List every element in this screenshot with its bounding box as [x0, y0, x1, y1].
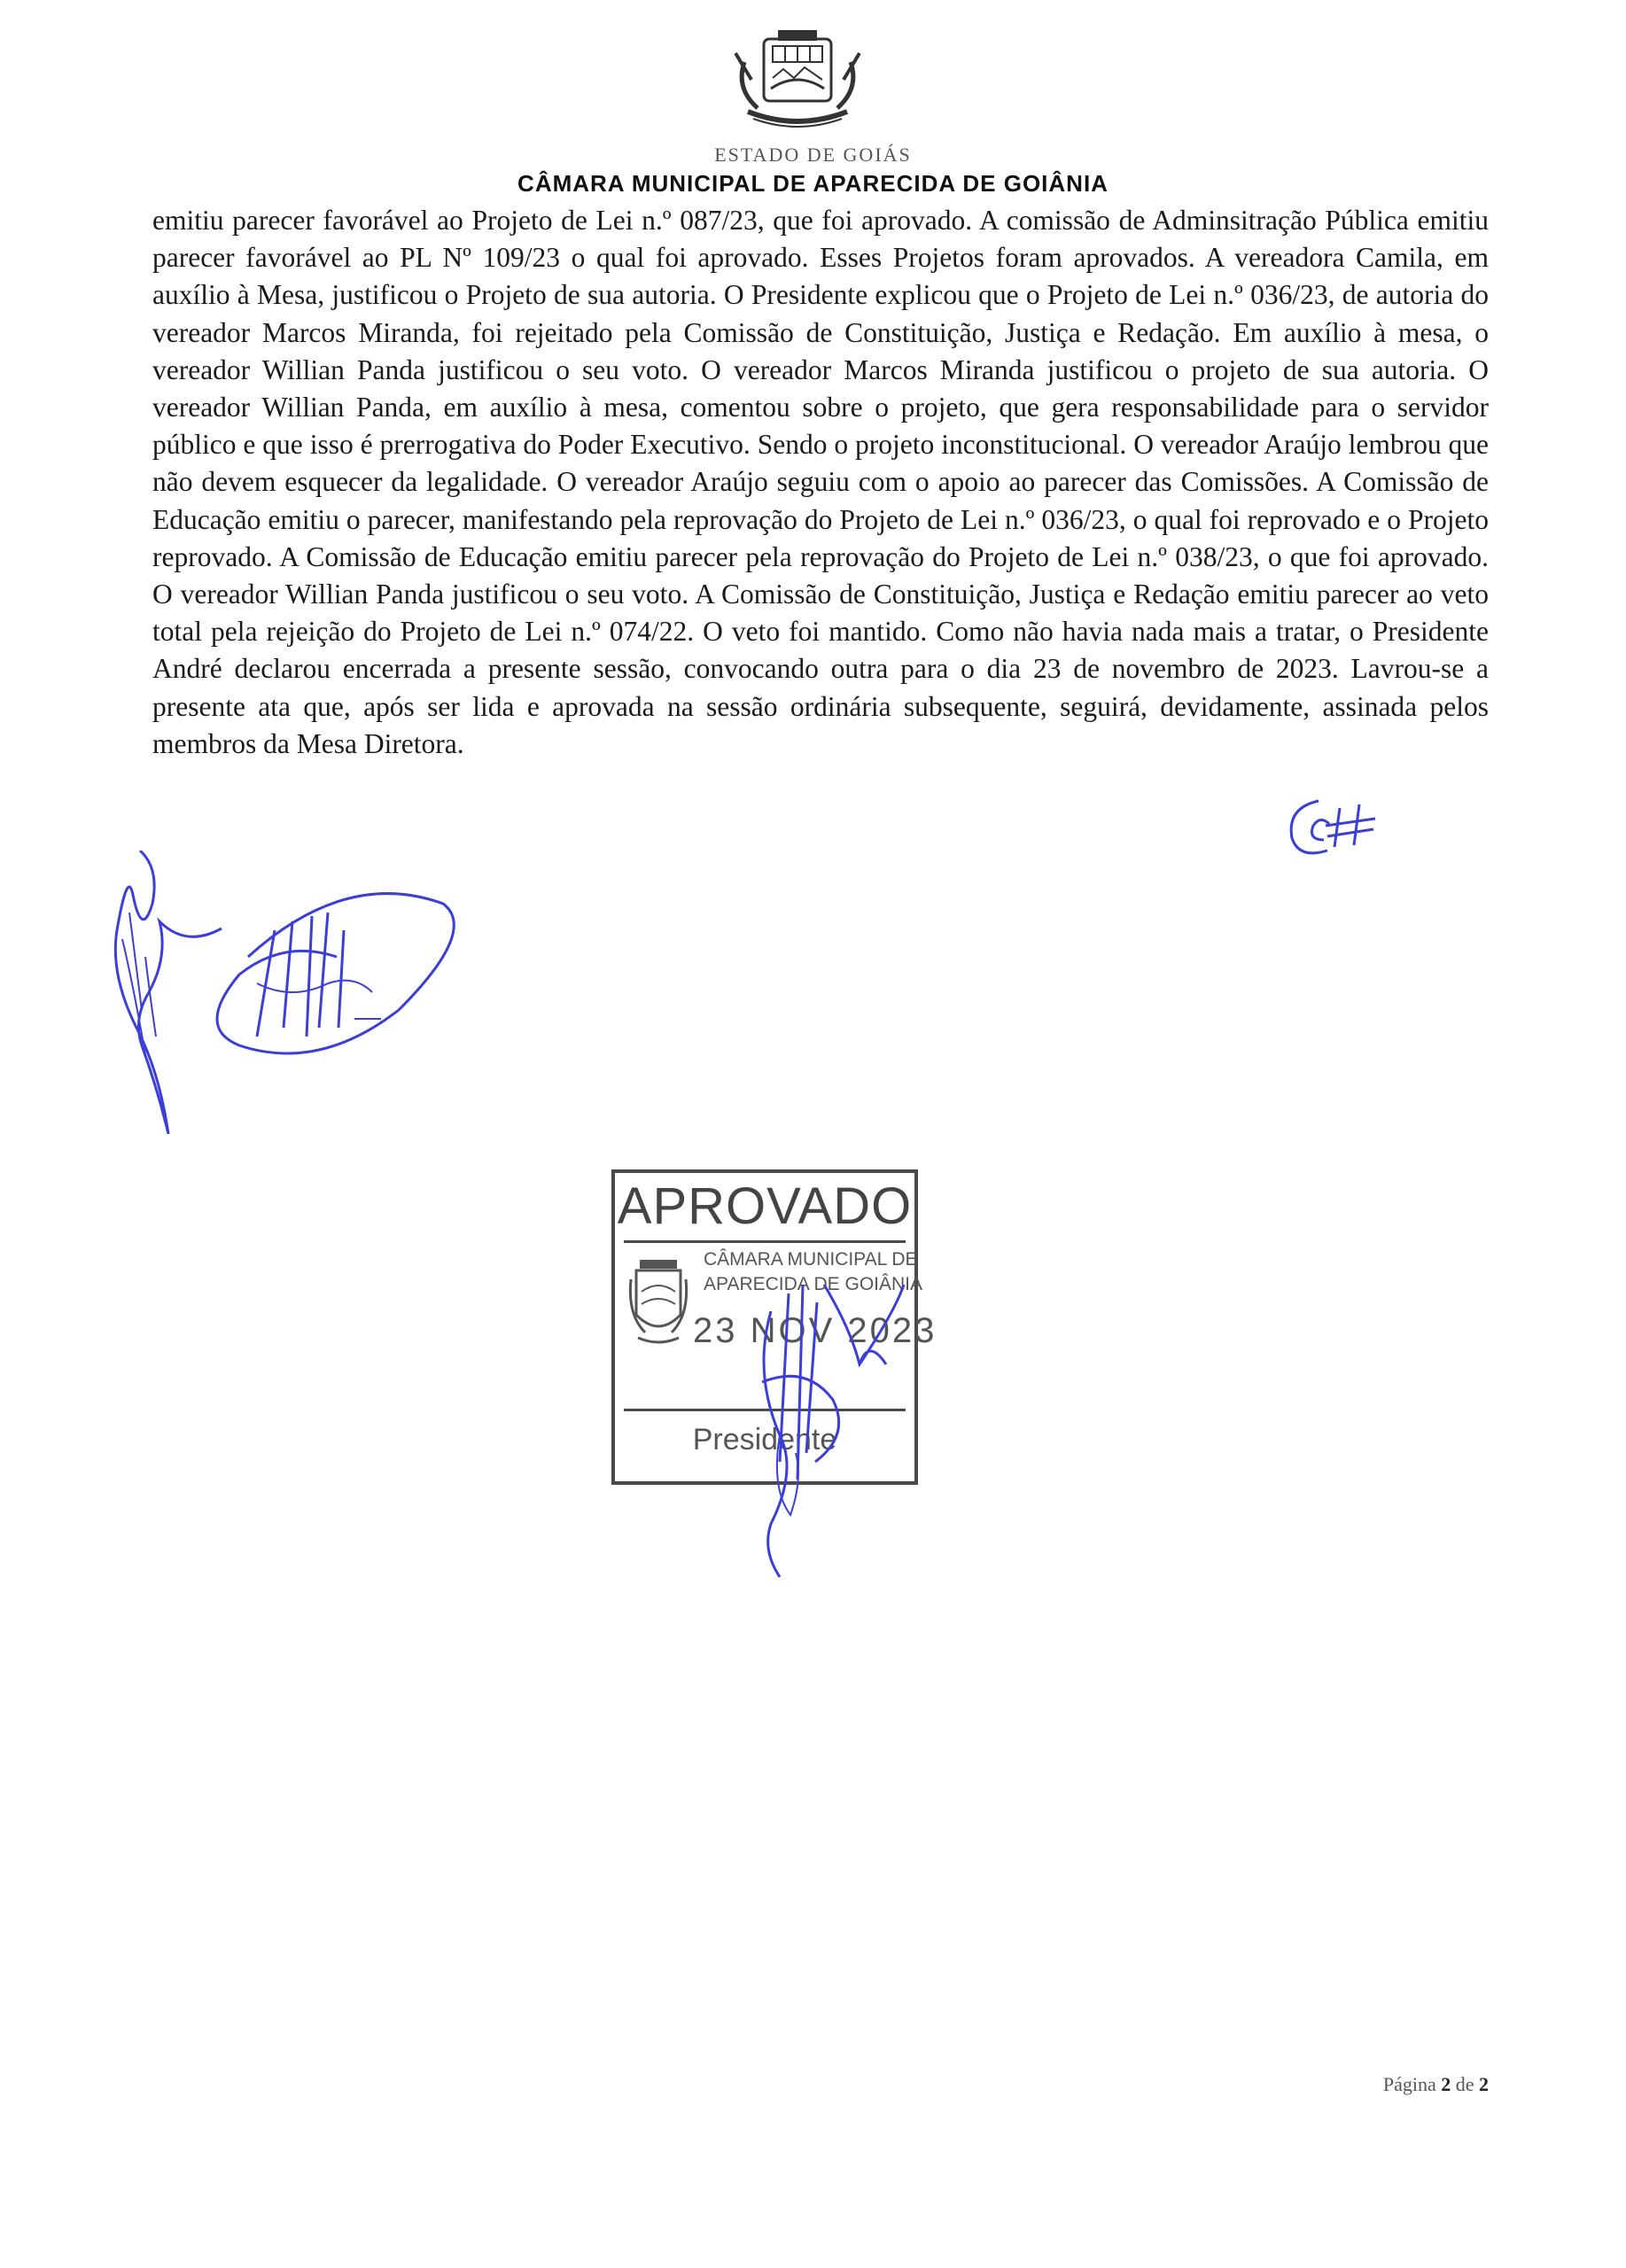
- page-total: 2: [1479, 2073, 1489, 2095]
- stamp-role: Presidente: [692, 1423, 837, 1456]
- page-current: 2: [1441, 2073, 1451, 2095]
- handwritten-initials: [1276, 788, 1391, 868]
- stamp-divider-top: [624, 1240, 906, 1243]
- stamp-org-line2: APARECIDA DE GOIÂNIA: [704, 1274, 923, 1294]
- chamber-name: CÂMARA MUNICIPAL DE APARECIDA DE GOIÂNIA: [517, 170, 1109, 197]
- state-name: ESTADO DE GOIÁS: [714, 144, 912, 166]
- stamp-org-line1: CÂMARA MUNICIPAL DE: [704, 1249, 918, 1270]
- stamp-emblem-icon: [627, 1253, 689, 1350]
- municipal-coat-of-arms: [709, 27, 886, 133]
- minutes-text: [152, 202, 1489, 763]
- board-signatures: [106, 850, 478, 1169]
- page-separator: de: [1455, 2073, 1474, 2095]
- stamp-title: APROVADO: [617, 1177, 913, 1235]
- page-label: Página: [1382, 2073, 1436, 2095]
- president-signature: [718, 1258, 930, 1595]
- page-number: [1365, 2073, 1489, 2096]
- letterhead: [0, 0, 1626, 208]
- minutes-paragraph: emitiu parecer favorável ao Projeto de Lei n.º 087/23, que foi aprovado. A comissão de Adminsitração Pública emitiu parecer favorável ao PL Nº 109/23 o qual foi aprovado. Esses Projetos foram aprovados. A vereadora Camila, em auxílio à Mesa, justificou o Projeto de sua autoria. O Presidente explicou que o Projeto de Lei n.º 036/23, de autoria do vereador Marcos Miranda, foi rejeitado pela Comissão de Constituição, Justiça e Redação. Em auxílio à mesa, o vereador Willian Panda justificou o seu voto. O vereador Marcos Miranda justificou o projeto de sua autoria. O vereador Willian Panda, em auxílio à mesa, comentou sobre o projeto, que gera responsabilidade para o servidor público e que isso é prerrogativa do Poder Executivo. Sendo o projeto inconstitucional. O vereador Araújo lembrou que não devem esquecer da legalidade. O vereador Araújo seguiu com o apoio ao parecer das Comissões. A Comissão de Educação emitiu o parecer, manifestando pela reprovação do Projeto de Lei n.º 036/23, o qual foi reprovado e o Projeto reprovado. A Comissão de Educação emitiu parecer pela reprovação do Projeto de Lei n.º 038/23, o que foi aprovado. O vereador Willian Panda justificou o seu voto. A Comissão de Constituição, Justiça e Redação emitiu parecer ao veto total pela rejeição do Projeto de Lei n.º 074/22. O veto foi mantido. Como não havia nada mais a tratar, o Presidente André declarou encerrada a presente sessão, convocando outra para o dia 23 de novembro de 2023. Lavrou-se a presente ata que, após ser lida e aprovada na sessão ordinária subsequente, seguirá, devidamente, assinada pelos membros da Mesa Diretora.: [152, 205, 1489, 759]
- stamp-date: 23 NOV 2023: [693, 1311, 937, 1350]
